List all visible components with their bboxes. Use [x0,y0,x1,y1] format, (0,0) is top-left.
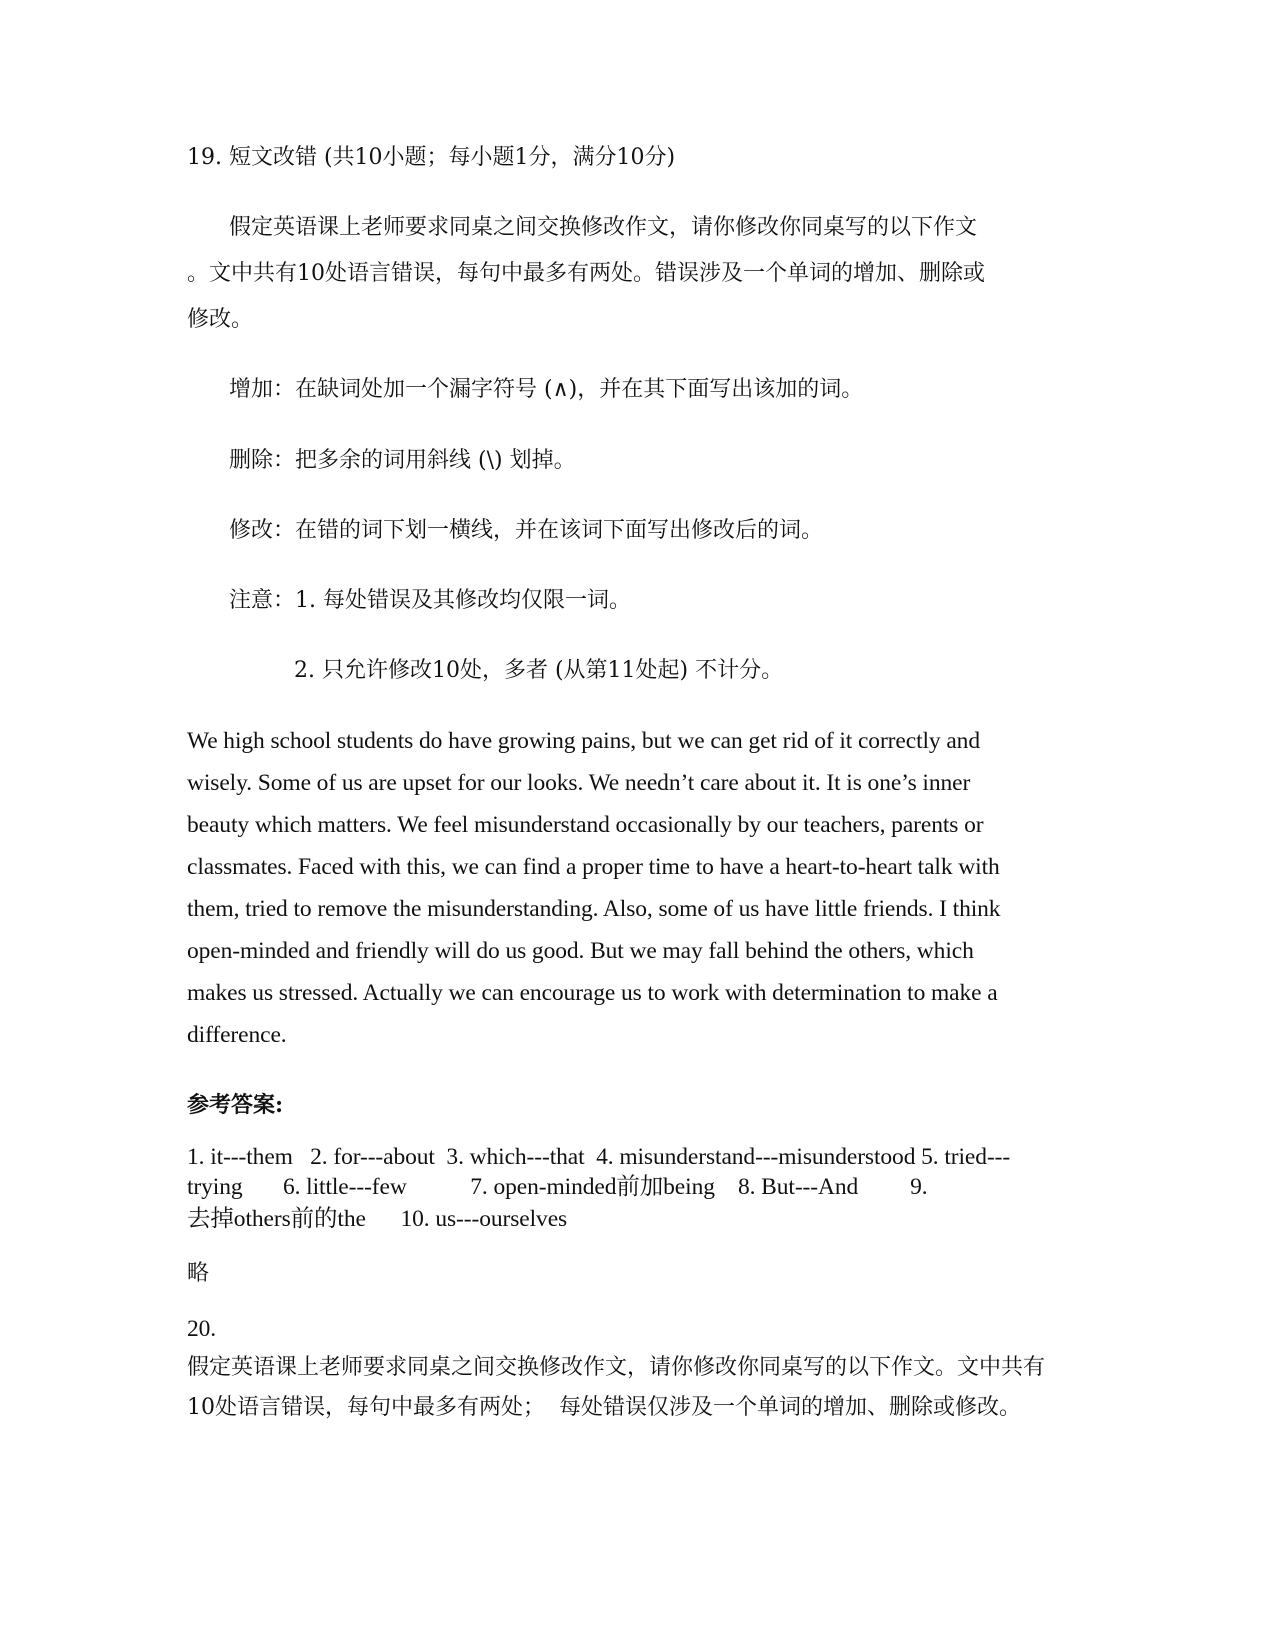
passage-line-1: We high school students do have growing pains, but we can get rid of it correctly and [187,728,980,754]
passage-line-5: them, tried to remove the misunderstanding. Also, some of us have little friends. I think [187,896,1001,922]
answer-line-1: 1. it---them 2. for---about 3. which---that 4. misunderstand---misunderstood 5. tried--- [187,1144,1011,1170]
passage-line-2: wisely. Some of us are upset for our looks. We needn’t care about it. It is one’s inner [187,770,971,796]
answer-heading: 参考答案: [187,1092,284,1118]
q20-instruction-line-2: 10处语言错误，每句中最多有两处； 每处错误仅涉及一个单词的增加、删除或修改。 [187,1395,1021,1420]
q19-instruction-line-1: 假定英语课上老师要求同桌之间交换修改作文，请你修改你同桌写的以下作文 [229,215,978,240]
answer-omitted: 略 [187,1261,210,1286]
rule-modify: 修改：在错的词下划一横线，并在该词下面写出修改后的词。 [229,518,824,543]
answer-line-3: 去掉others前的the 10. us---ourselves [187,1206,568,1232]
q19-instruction-line-3: 修改。 [187,307,254,332]
question-19-title: 19. 短文改错 (共10小题；每小题1分，满分10分) [187,145,676,170]
note-1: 注意：1. 每处错误及其修改均仅限一词。 [229,588,631,613]
passage-line-3: beauty which matters. We feel misunderstand occasionally by our teachers, parents or [187,812,984,838]
rule-add: 增加：在缺词处加一个漏字符号 (∧)，并在其下面写出该加的词。 [229,377,864,402]
q20-instruction-line-1: 假定英语课上老师要求同桌之间交换修改作文，请你修改你同桌写的以下作文。文中共有 [187,1355,1046,1380]
answer-line-2: trying 6. little---few 7. open-minded前加being 8. But---And 9. [187,1174,928,1200]
passage-line-6: open-minded and friendly will do us good. But we may fall behind the others, which [187,938,974,964]
question-20-number: 20. [187,1316,217,1342]
q19-instruction-line-2: 。文中共有10处语言错误，每句中最多有两处。错误涉及一个单词的增加、删除或 [187,261,985,286]
note-2: 2. 只允许修改10处，多者 (从第11处起) 不计分。 [294,658,784,683]
passage-line-4: classmates. Faced with this, we can find a proper time to have a heart-to-heart talk with [187,854,1000,880]
rule-delete: 删除：把多余的词用斜线 (\) 划掉。 [229,448,576,473]
passage-line-7: makes us stressed. Actually we can encourage us to work with determination to make a [187,980,998,1006]
passage-line-8: difference. [187,1022,287,1048]
